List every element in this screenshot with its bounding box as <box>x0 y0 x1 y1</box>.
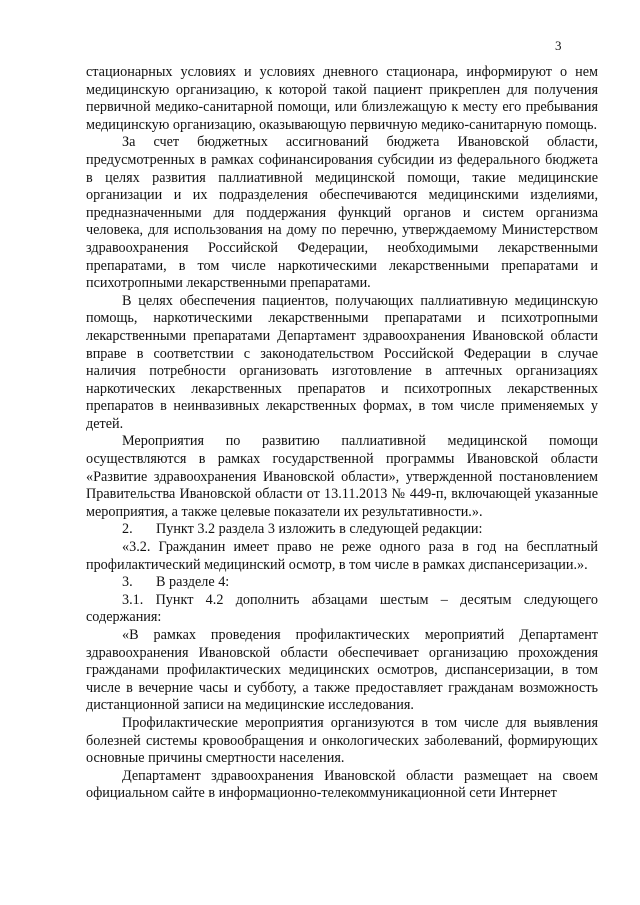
numbered-item <box>86 574 598 592</box>
paragraph: В целях обеспечения пациентов, получающих паллиативную медицинскую помощь, наркотическими лекарственными препаратами и психотропными лекарственными препаратами Департамент здравоохранения Ивановской области вправе в соответствии с законодательством Российской Федерации в случае наличия потребности организовать изготовление в аптечных организациях наркотических лекарственных препаратов и психотропных лекарственных препаратов в неинвазивных лекарственных формах, в том числе применяемых у детей. <box>86 292 598 432</box>
numbered-item <box>86 521 598 539</box>
paragraph: Департамент здравоохранения Ивановской области размещает на своем официальном сайте в информационно-телекоммуникационной сети Интернет <box>86 767 598 802</box>
document-body <box>86 64 598 803</box>
item-text: Пункт 3.2 раздела 3 изложить в следующей редакции: <box>156 521 483 538</box>
page-number: 3 <box>555 38 562 53</box>
paragraph: Мероприятия по развитию паллиативной медицинской помощи осуществляются в рамках государственной программы Ивановской области «Развитие здравоохранения Ивановской области», утвержденной постановлением Правительства Ивановской области от 13.11.2013 № 449-п, включающей указанные мероприятия, а также целевые показатели их результативности.». <box>86 433 598 520</box>
item-number: 3. <box>122 574 133 591</box>
item-number: 2. <box>122 521 133 538</box>
paragraph: Профилактические мероприятия организуются в том числе для выявления болезней системы кровообращения и онкологических заболеваний, формирующих основные причины смертности населения. <box>86 714 598 767</box>
paragraph: «В рамках проведения профилактических мероприятий Департамент здравоохранения Ивановской области обеспечивает организацию прохождения гражданами профилактических медицинских осмотров, диспансеризации, в том числе в вечерние часы и субботу, а также предоставляет гражданам возможность дистанционной записи на медицинские исследования. <box>86 627 598 714</box>
paragraph: За счет бюджетных ассигнований бюджета Ивановской области, предусмотренных в рамках софинансирования субсидии из федерального бюджета в целях развития паллиативной медицинской помощи, такие медицинские организации и их подразделения обеспечиваются медицинскими изделиями, предназначенными для поддержания функций органов и систем организма человека, для использования на дому по перечню, утверждаемому Министерством здравоохранения Российской Федерации, необходимыми лекарственными препаратами, в том числе наркотическими лекарственными препаратами и психотропными лекарственными препаратами. <box>86 134 598 292</box>
item-text: В разделе 4: <box>156 574 230 591</box>
paragraph: 3.1. Пункт 4.2 дополнить абзацами шестым – десятым следующего содержания: <box>86 591 598 626</box>
paragraph: «3.2. Гражданин имеет право не реже одного раза в год на бесплатный профилактический медицинский осмотр, в том числе в рамках диспансеризации.». <box>86 539 598 573</box>
paragraph: стационарных условиях и условиях дневного стационара, информируют о нем медицинскую организацию, к которой такой пациент прикреплен для получения первичной медико-санитарной помощи, или близлежащую к месту его пребывания медицинскую организацию, оказывающую первичную медико-санитарную помощь. <box>86 64 598 133</box>
